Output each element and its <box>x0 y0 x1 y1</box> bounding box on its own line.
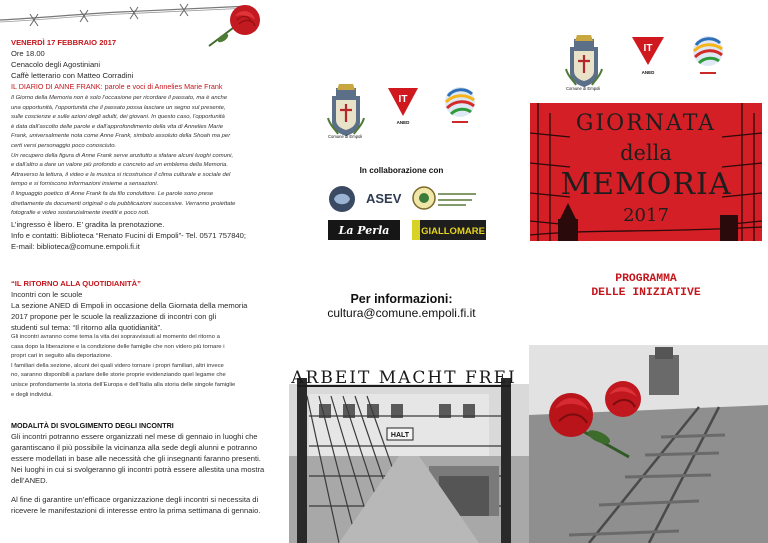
poster-line-giornata: GIORNATA <box>575 111 717 136</box>
info-email-link[interactable]: cultura@comune.empoli.fi.it <box>327 306 476 320</box>
description-line: certi versi personaggio poco conosciuto. <box>11 142 117 149</box>
gate-sign-text: ARBEIT MACHT FREI <box>291 368 517 388</box>
body-line: e degli individui. <box>11 391 53 398</box>
event2-title: “IL RITORNO ALLA QUOTIDIANITÀ” <box>11 279 141 288</box>
giallomare-logo-icon <box>412 220 486 240</box>
description-line: tempo e si forniscono informazioni insieme a sensazioni. <box>11 181 159 188</box>
body-line: propri cari in seguito alla deportazione. <box>11 353 113 360</box>
poster-line-della: della <box>620 141 672 165</box>
programma-line: PROGRAMMA <box>615 273 677 285</box>
partner-logos <box>326 182 486 244</box>
intro-line: La sezione ANED di Empoli in occasione della Giornata della memoria <box>11 301 248 310</box>
poster-line-memoria: MEMORIA <box>560 167 732 202</box>
description-line: sulle coscienze e sulle azioni degli adulti, dei giovani. In questo caso, l’opportunità <box>11 114 225 121</box>
body-line: I familiari della sezione, alcuni dei quali videro tornare i propri familiari, altri invece <box>11 362 224 369</box>
event-contacts: Info e contatti: Biblioteca “Renato Fucini di Empoli”- Tel. 0571 757840; <box>11 230 246 240</box>
event-title: IL DIARIO DI ANNE FRANK: parole e voci di Annelies Marie Frank <box>11 82 223 91</box>
description-line: è data dall’ascolto delle parole e dall’approfondimento della vita di Annelies Marie <box>11 123 223 130</box>
comune-caption: Comune di Empoli <box>328 134 363 139</box>
poster-line-year: 2017 <box>623 205 669 226</box>
aned-caption: ANED <box>396 120 410 125</box>
intro-line: 2017 propone per le scuole la realizzazione di incontri con gli <box>11 312 217 321</box>
aned-caption: ANED <box>641 70 655 75</box>
giornata-memoria-poster <box>530 103 762 241</box>
left-panel <box>0 0 278 543</box>
description-line: e dall’altro a dare un valore più profondo e concreto ad un emblema della Memoria. <box>11 162 229 169</box>
body-line: no, saranno disponibili a parlare delle storie proprie evidenziando quel legame che <box>11 372 226 379</box>
regional-anniversary-logo-icon <box>693 36 723 73</box>
event-ritorno <box>11 279 269 400</box>
description-line: Un recupero della figura di Anne Frank serve anzitutto a sfatare alcuni luoghi comuni, <box>11 152 234 159</box>
intro-line: studenti sul tema: “Il ritorno alla quotidianità”. <box>11 323 163 332</box>
regional-anniversary-logo-icon <box>445 87 475 122</box>
event3-closing <box>11 494 269 516</box>
event-entry: L’ingresso è libero. E’ gradita la prenotazione. <box>11 219 165 229</box>
body-line: garantiscano il più possibile la vicinanza alla sede degli alunni e potranno <box>11 443 258 452</box>
institutional-logos <box>326 82 486 140</box>
body-line: Gli incontri avranno come tema la vita dei sopravvissuti al momento del ritorno a <box>11 334 220 340</box>
comune-empoli-crest-icon <box>328 84 364 136</box>
la-perla-wordmark: La Perla <box>338 224 390 237</box>
la-perla-logo-icon <box>328 220 400 240</box>
event2-audience: Incontri con le scuole <box>11 290 83 299</box>
description-line: direttamente da documenti originali o da pubblicazioni successive. Verranno proiettate <box>11 200 236 207</box>
asev-logo-icon <box>329 186 402 212</box>
description-line: una opportunità, l’opportunità che il passato possa lasciare un segno sul presente, <box>11 104 226 111</box>
event-host: Caffè letterario con Matteo Corradini <box>11 71 134 80</box>
event3-body <box>11 431 269 486</box>
event-modalita <box>11 421 269 516</box>
giallomare-wordmark: GIALLOMARE <box>421 226 485 237</box>
aned-logo-icon <box>388 88 418 116</box>
comune-empoli-crest-icon <box>566 35 602 87</box>
aned-logo-icon <box>632 37 664 65</box>
halt-sign-text: HALT <box>390 432 410 439</box>
body-line: casa dopo la liberazione e la condizione delle famiglie che non videro più tornare i <box>11 343 225 350</box>
description-line: Attraverso la lettura, il video e la musica si ricostruisce il clima culturale e sociale del <box>11 171 231 178</box>
right-panel <box>524 0 768 543</box>
event-anne-frank <box>11 38 269 252</box>
description-line: fotografie e video sostanzialmente inediti e poco noti. <box>11 210 150 217</box>
closing-line: ricevere le manifestazioni di interesse entro la prima settimana di gennaio. <box>11 506 261 515</box>
body-line: essere modellati in base alle necessità che gli insegnanti faranno presenti. <box>11 454 261 463</box>
collaboration-label: In collaborazione con <box>359 166 444 175</box>
fondazione-seal-icon <box>413 187 476 209</box>
description-line: Il linguaggio poetico di Anne Frank fa da filo conduttore. Le parole sono prese <box>11 190 214 197</box>
rails-roses-photo <box>529 345 768 543</box>
aned-mark: IT <box>643 43 653 54</box>
event-email[interactable]: E-mail: biblioteca@comune.empoli.fi.it <box>11 241 140 251</box>
body-line: dell’ANED. <box>11 476 48 485</box>
programma-line: DELLE INIZIATIVE <box>591 287 701 299</box>
info-label: Per informazioni: <box>350 292 453 306</box>
cover-logos <box>562 33 732 91</box>
asev-wordmark: ASEV <box>366 191 402 206</box>
description-line: Frank, universalmente nota come Anne Frank, simbolo assoluto della Shoah ma per <box>11 133 231 140</box>
event-time: Ore 18.00 <box>11 49 45 58</box>
event-place: Cenacolo degli Agostiniani <box>11 60 101 69</box>
event-description <box>11 94 269 219</box>
programma-title <box>524 272 768 300</box>
event-date: VENERDÌ 17 FEBBRAIO 2017 <box>11 38 117 47</box>
description-line: Il Giorno della Memoria non è solo l’occasione per ricordare il passato, ma è anche <box>11 95 228 101</box>
event2-body <box>11 333 269 400</box>
event3-title: MODALITÀ DI SVOLGIMENTO DEGLI INCONTRI <box>11 421 174 430</box>
body-line: Gli incontri potranno essere organizzati nel mese di gennaio in luoghi che <box>11 432 258 441</box>
comune-caption: Comune di Empoli <box>566 86 601 91</box>
middle-panel <box>279 0 524 543</box>
body-line: Nei luoghi in cui si svolgeranno gli incontri potrà essere allestita una mostra <box>11 465 265 474</box>
body-line: unisce profondamente la storia dell’Europa e dell’Italia alla storia delle singole famiglie <box>11 381 236 388</box>
closing-line: Al fine di garantire un’efficace organizzazione degli incontri si necessita di <box>11 495 259 504</box>
camp-gate-photo <box>279 356 529 543</box>
aned-mark: IT <box>398 94 408 105</box>
event2-intro <box>11 300 269 333</box>
